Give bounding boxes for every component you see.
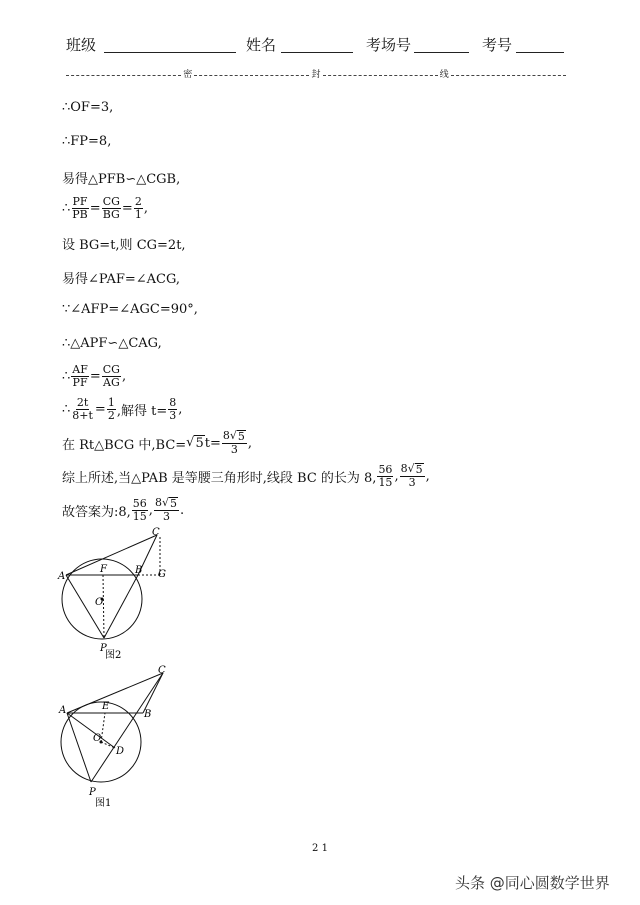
punct: , <box>394 468 399 484</box>
punct: , <box>247 435 253 451</box>
geometry-figure-1 <box>55 665 185 810</box>
fraction: $\frac{56}{15}$ <box>132 496 147 523</box>
equals: = <box>121 201 133 216</box>
text-summary: 综上所述,当△PAB 是等腰三角形时,线段 BC 的长为 8, <box>62 470 377 486</box>
seal-char-xian: 线 <box>439 70 449 80</box>
label-B: B <box>144 709 152 720</box>
fraction: $\frac{56}{15}$ <box>378 462 393 489</box>
exam-header <box>0 34 640 58</box>
text-solve: ,解得 t= <box>116 404 168 419</box>
text-answer: 故答案为:8, <box>62 504 131 520</box>
text-t: t= <box>204 435 221 451</box>
label-G: G <box>158 569 166 580</box>
figure-2-caption: 图2 <box>105 650 122 661</box>
label-F: F <box>100 564 107 575</box>
seal-cut-line <box>66 69 566 81</box>
equals: = <box>89 369 101 384</box>
fraction: $\frac{8}{3}$ <box>169 396 177 422</box>
solution-line-5: 设 BG=t,则 CG=2t, <box>62 238 186 253</box>
solution-line-7: ∵∠AFP=∠AGC=90°, <box>62 302 198 317</box>
seal-char-mi: 密 <box>183 70 193 80</box>
sqrt-expression: √ 5 <box>186 435 204 451</box>
label-C: C <box>152 527 160 538</box>
therefore-symbol: ∴ <box>62 402 71 417</box>
class-blank <box>104 52 236 53</box>
fraction: $\frac{2}{1}$ <box>134 195 142 221</box>
fraction: 8√ 5 3 <box>400 462 423 489</box>
label-O: O <box>93 733 102 744</box>
segment-oe <box>101 713 105 742</box>
label-E: E <box>102 701 110 712</box>
page-number: 2 1 <box>312 843 328 854</box>
label-B: B <box>135 565 143 576</box>
punct: , <box>148 502 153 518</box>
punct: , <box>425 468 430 484</box>
segment-ac <box>66 535 157 575</box>
fraction: $\frac{CG}{BG}$ <box>102 195 120 221</box>
solution-line-2: ∴FP=8, <box>62 134 112 149</box>
label-A: A <box>58 571 66 582</box>
segment-ad <box>67 713 115 748</box>
solution-line-11 <box>62 430 252 456</box>
fraction: $\frac{2t}{8+t}$ <box>72 396 93 422</box>
segment-bc <box>143 673 163 713</box>
solution-line-10 <box>62 397 182 422</box>
solution-line-3: 易得△PFB∽△CGB, <box>62 172 181 187</box>
fraction: $\frac{1}{2}$ <box>107 396 115 422</box>
label-C: C <box>158 665 166 676</box>
room-blank <box>414 52 469 53</box>
label-P: P <box>89 787 96 798</box>
segment-bp <box>104 575 138 638</box>
solution-line-13 <box>62 497 184 523</box>
solution-line-6: 易得∠PAF=∠ACG, <box>62 272 181 287</box>
segment-ac <box>67 673 163 713</box>
solution-line-4 <box>62 196 148 221</box>
geometry-figure-2 <box>55 525 185 665</box>
equals: = <box>89 201 101 216</box>
therefore-symbol: ∴ <box>62 369 71 384</box>
watermark: 头条 @同心圆数学世界 <box>455 874 610 892</box>
solution-line-9 <box>62 364 126 389</box>
room-label: 考场号 <box>366 36 412 54</box>
solution-line-1: ∴OF=3, <box>62 100 114 115</box>
punct: . <box>179 502 185 518</box>
equals: = <box>94 402 106 417</box>
therefore-symbol: ∴ <box>62 201 71 216</box>
fraction: $\frac{AF}{PF}$ <box>72 363 88 389</box>
segment-pc <box>91 673 163 782</box>
solution-line-8: ∴△APF∽△CAG, <box>62 336 162 351</box>
class-label: 班级 <box>66 36 97 54</box>
segment-ap <box>67 713 91 782</box>
id-blank <box>516 52 564 53</box>
punct: , <box>143 201 148 216</box>
punct: , <box>121 369 127 384</box>
text-rt-bcg: 在 Rt△BCG 中,BC= <box>62 437 187 453</box>
figure-1-caption: 图1 <box>95 798 112 809</box>
fraction: 8√ 5 3 <box>222 429 245 456</box>
name-label: 姓名 <box>246 36 277 54</box>
solution-line-12 <box>62 463 430 489</box>
label-A: A <box>59 705 67 716</box>
fraction: 8√ 5 3 <box>154 496 177 523</box>
label-O: O <box>95 597 104 608</box>
id-label: 考号 <box>482 36 513 54</box>
fraction: $\frac{CG}{AG}$ <box>102 363 120 389</box>
name-blank <box>281 52 353 53</box>
label-D: D <box>116 746 125 757</box>
fraction: $\frac{PF}{PB}$ <box>72 195 88 221</box>
punct: , <box>178 402 183 417</box>
seal-char-feng: 封 <box>311 70 321 80</box>
label-P: P <box>100 643 107 654</box>
